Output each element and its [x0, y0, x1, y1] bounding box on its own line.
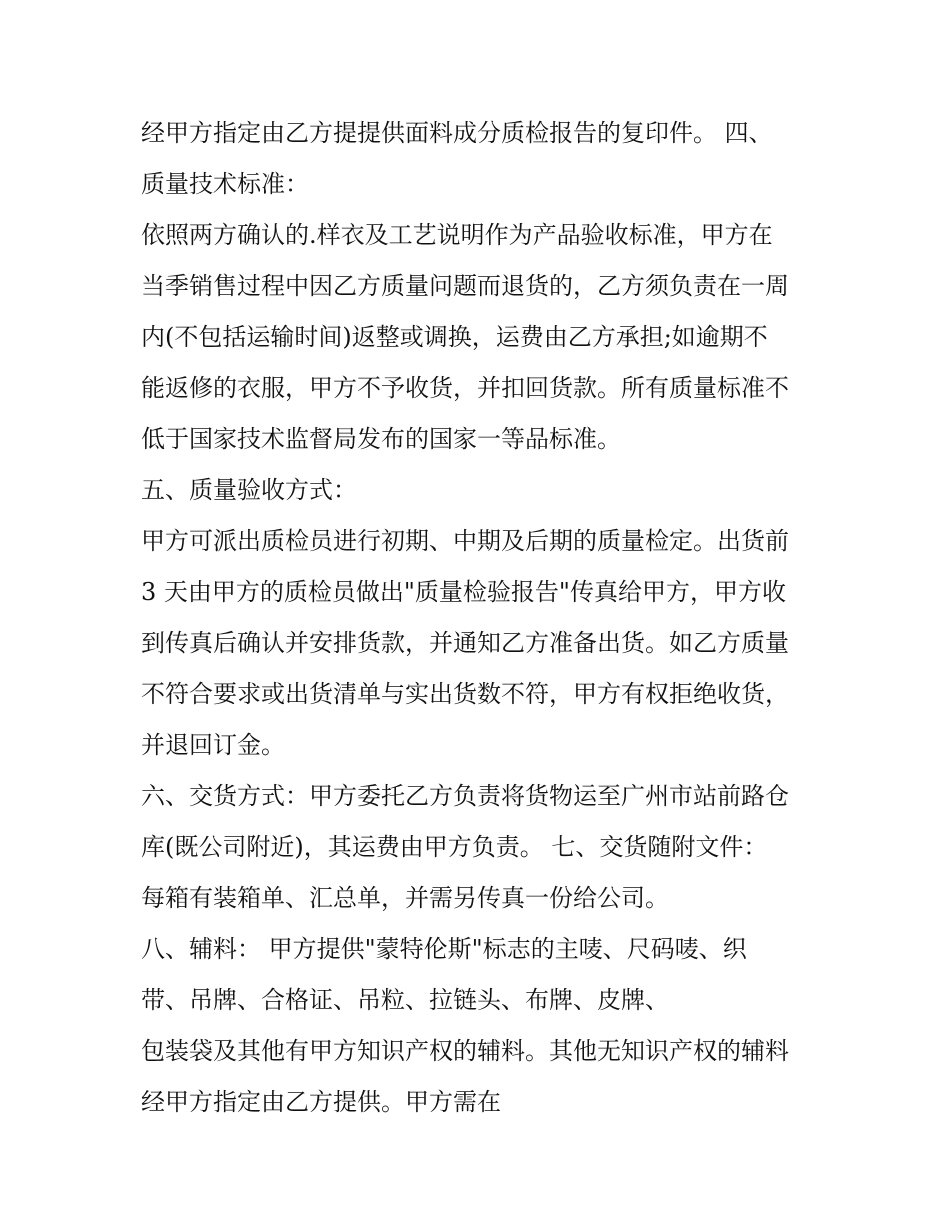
document-body: [141, 108, 821, 1128]
text-line-18: 带、吊牌、合格证、吊粒、拉链头、布牌、皮牌、: [141, 986, 669, 1014]
text-line-9: 甲方可派出质检员进行初期、中期及后期的质量检定。出货前: [141, 527, 789, 555]
text-line-8: 五、质量验收方式：: [141, 476, 357, 504]
text-line-17: 八、辅料： 甲方提供"蒙特伦斯"标志的主唛、尺码唛、织: [141, 935, 747, 963]
text-line-5: 内(不包括运输时间)返整或调换，运费由乙方承担;如逾期不: [141, 323, 768, 351]
text-line-4: 当季销售过程中因乙方质量问题而退货的，乙方须负责在一周: [141, 272, 789, 300]
text-line-7: 低于国家技术监督局发布的国家一等品标准。: [141, 425, 621, 453]
text-line-19: 包装袋及其他有甲方知识产权的辅料。其他无知识产权的辅料: [141, 1037, 789, 1065]
text-line-6: 能返修的衣服，甲方不予收货，并扣回货款。所有质量标准不: [141, 374, 789, 402]
text-line-3: 依照两方确认的.样衣及工艺说明作为产品验收标准，甲方在: [141, 221, 773, 249]
text-line-20: 经甲方指定由乙方提供。甲方需在: [141, 1088, 501, 1116]
text-line-12: 不符合要求或出货清单与实出货数不符，甲方有权拒绝收货，: [141, 680, 789, 708]
text-line-1: 经甲方指定由乙方提提供面料成分质检报告的复印件。 四、: [141, 119, 773, 147]
text-line-15: 库(既公司附近)，其运费由甲方负责。 七、交货随附文件：: [141, 833, 768, 861]
text-line-10: 3 天由甲方的质检员做出"质量检验报告"传真给甲方，甲方收: [141, 578, 786, 606]
text-line-11: 到传真后确认并安排货款，并通知乙方准备出货。如乙方质量: [141, 629, 789, 657]
text-line-2: 质量技术标准：: [141, 170, 309, 198]
text-line-16: 每箱有装箱单、汇总单，并需另传真一份给公司。: [141, 884, 669, 912]
text-line-13: 并退回订金。: [141, 731, 285, 759]
text-line-14: 六、交货方式：甲方委托乙方负责将货物运至广州市站前路仓: [141, 782, 789, 810]
